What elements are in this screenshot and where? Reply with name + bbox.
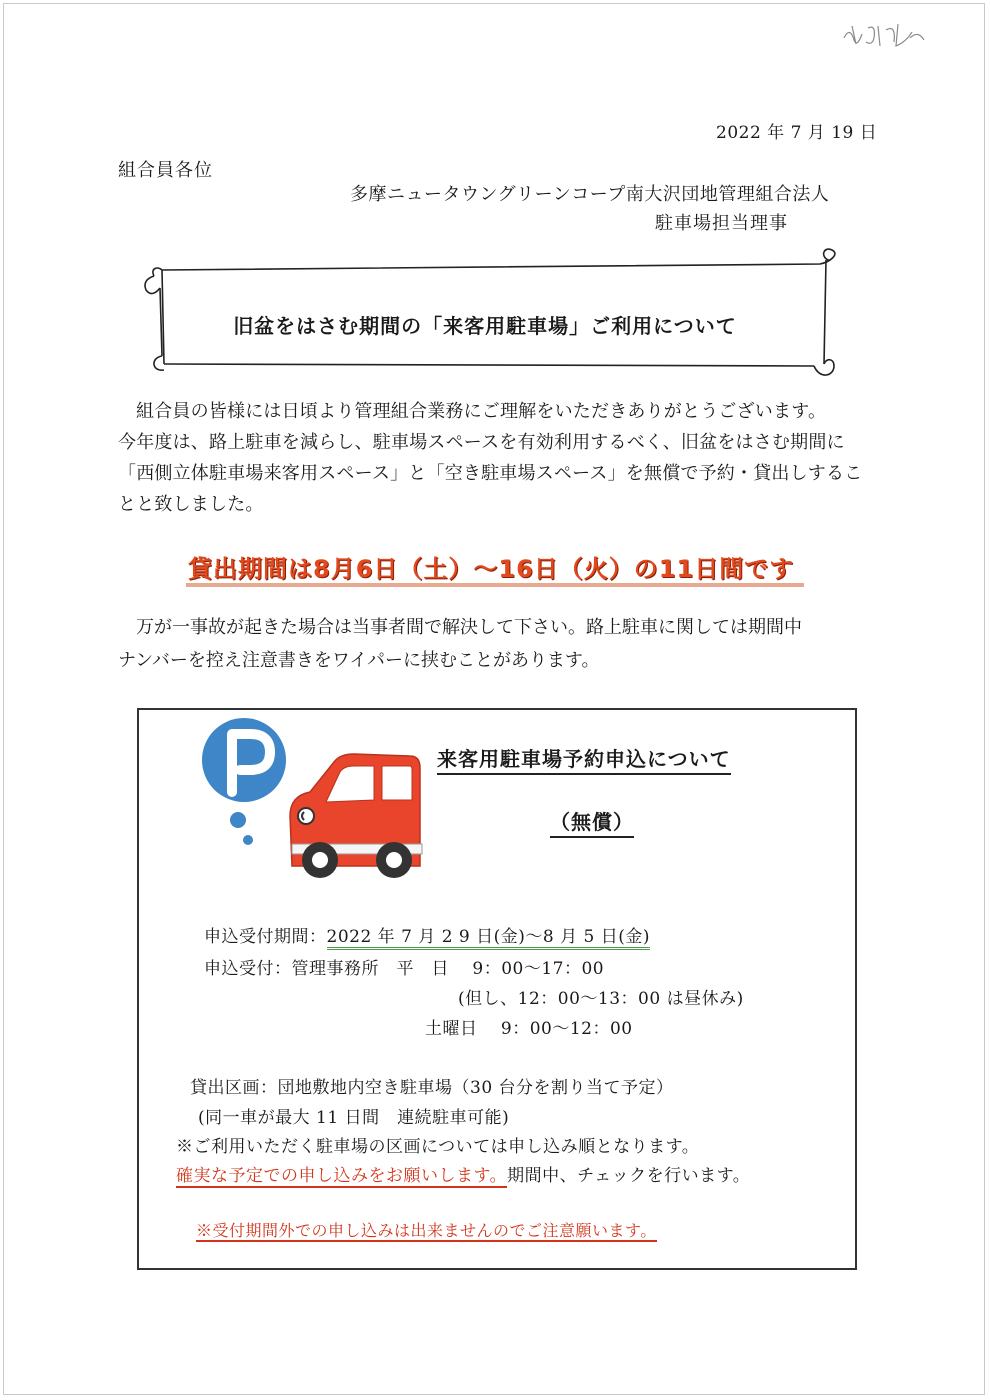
check-note: 期間中、チェックを行います。 (507, 1166, 751, 1186)
continuous-parking-info: (同一車が最大 11 日間 連続駐車可能) (198, 1108, 510, 1128)
firm-request-line (176, 1161, 750, 1186)
headline-underline (186, 583, 804, 587)
outside-period-warning-text: ※受付期間外での申し込みは出来ませんのでご注意願います。 (196, 1221, 657, 1240)
application-period-label: 申込受付期間： (204, 927, 327, 947)
order-note: ※ご利用いただく駐車場の区画については申し込み順となります。 (176, 1137, 700, 1157)
intro-line: とと致しました。 (118, 494, 264, 515)
parking-car-illustration (198, 716, 428, 886)
application-period-value: 2022 年 7 月 2 9 日(金)～8 月 5 日(金) (327, 927, 651, 950)
red-car-icon (290, 754, 422, 878)
reservation-title: 来客用駐車場予約申込について (437, 743, 731, 775)
reception-hours: 申込受付：管理事務所 平 日 9：00～17：00 (204, 959, 605, 979)
intro-line: 今年度は、路上駐車を減らし、駐車場スペースを有効利用するべく、旧盆をはさむ期間に (118, 432, 845, 453)
intro-line: 組合員の皆様には日頃より管理組合業務にご理解をいただきありがとうございます。 (136, 401, 827, 422)
addressee: 組合員各位 (118, 160, 213, 181)
rental-period-headline: 貸出期間は8月6日（土）～16日（火）の11日間です (188, 555, 795, 583)
saturday-hours: 土曜日 9：00～12：00 (425, 1019, 633, 1039)
handwritten-mark (838, 18, 933, 52)
issue-date: 2022 年 7 月 19 日 (716, 123, 878, 143)
parking-sign-icon (202, 718, 286, 845)
intro-paragraph (118, 396, 878, 520)
lunch-break-note: (但し、12：00～13：00 は昼休み) (458, 989, 744, 1009)
intro-line: 「西側立体駐車場来客用スペース」と「空き駐車場スペース」を無償で予約・貸出しするこ (118, 463, 863, 484)
accident-line: ナンバーを控え注意書きをワイパーに挟むことがあります。 (118, 650, 600, 671)
free-of-charge-label: （無償） (550, 806, 634, 838)
accident-line: 万が一事故が起きた場合は当事者間で解決して下さい。路上駐車に関しては期間中 (136, 617, 802, 638)
rental-lot-info: 貸出区画：団地敷地内空き駐車場（30 台分を割り当て予定） (190, 1078, 674, 1098)
notice-title: 旧盆をはさむ期間の「来客用駐車場」ご利用について (233, 314, 737, 338)
sender-organization: 多摩ニュータウングリーンコープ南大沢団地管理組合法人 (350, 184, 830, 205)
firm-request: 確実な予定での申し込みをお願いします。 (176, 1166, 508, 1186)
accident-paragraph (118, 611, 888, 677)
outside-period-warning (196, 1218, 657, 1241)
sender-role: 駐車場担当理事 (655, 213, 788, 234)
application-period (204, 922, 650, 947)
